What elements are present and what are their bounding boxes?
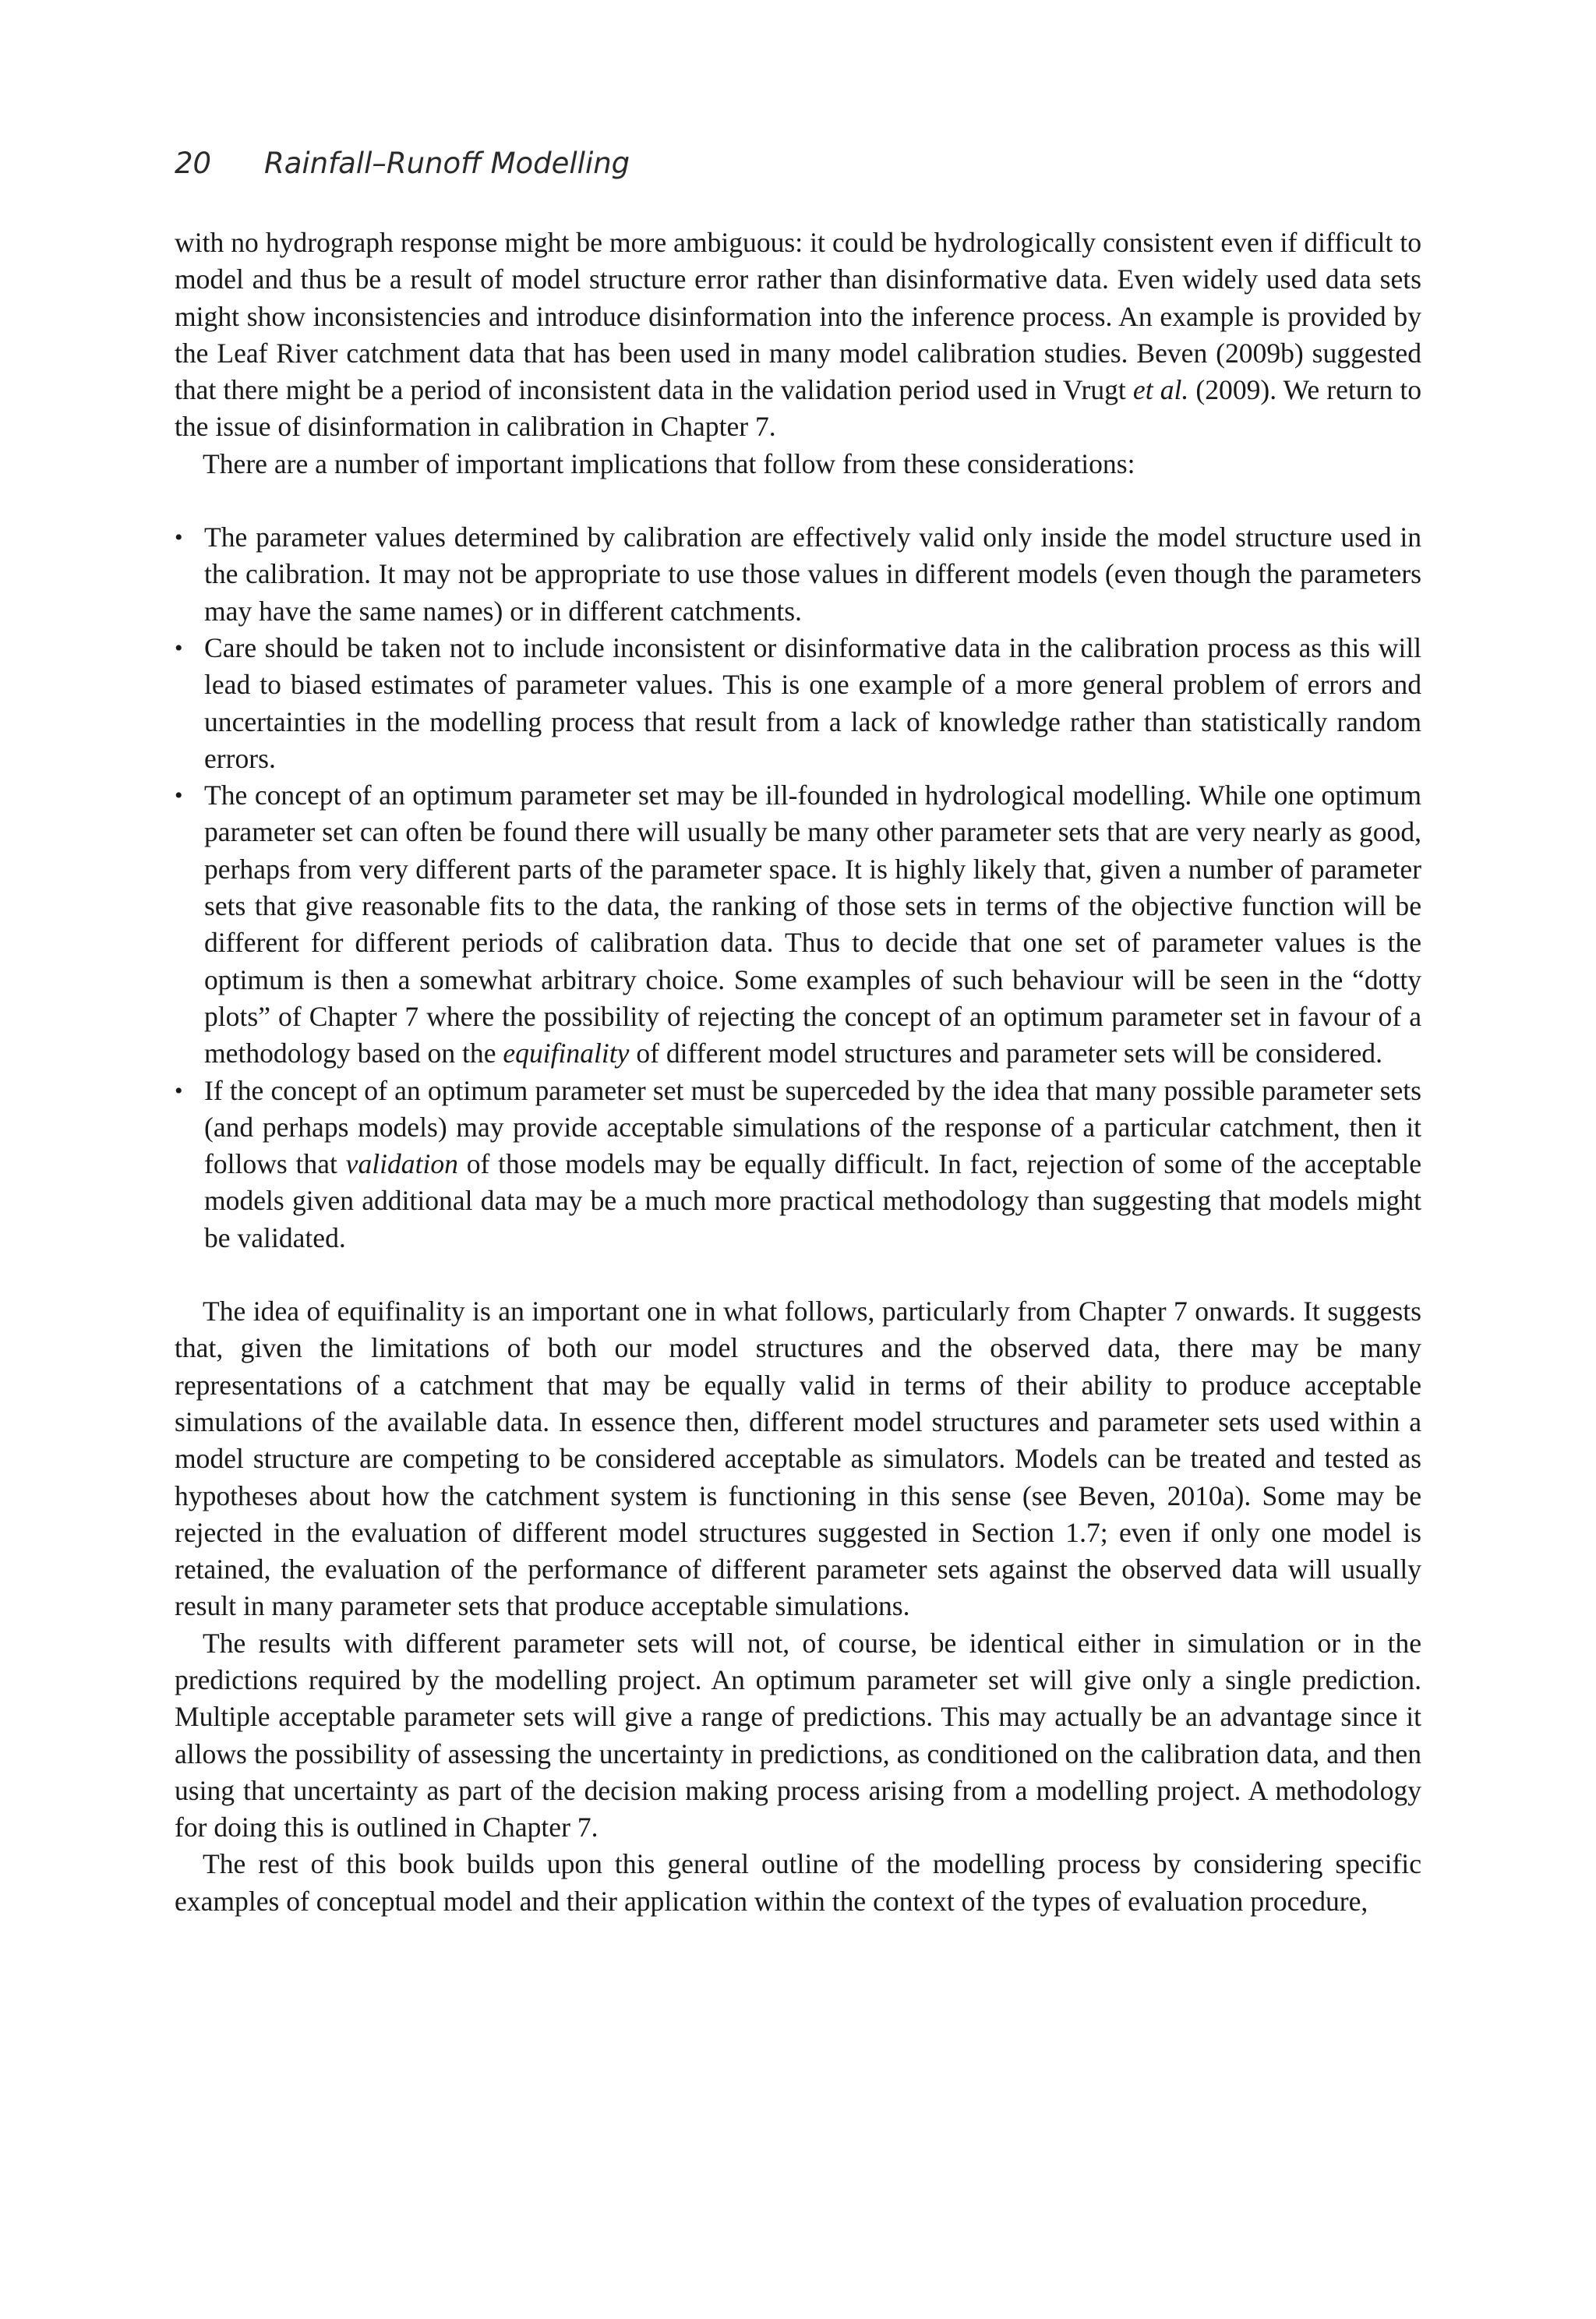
- bullet-icon: •: [175, 525, 183, 551]
- bullet-icon: •: [175, 783, 183, 809]
- para1-text-end: (2009). We return to the issue of disinformation in calibration in Chapter 7.: [175, 374, 1422, 443]
- running-title: Rainfall–Runoff Modelling: [264, 147, 630, 180]
- para1-text: with no hydrograph response might be more ambiguous: it could be hydrologically consistent even if difficult to model and thus be a result of model structure error rather than disinformative data. Even widely used data sets might show inconsistencies and introduce disinformation into the inference process. An example is provided by the Leaf River catchment data that has been used in many model calibration studies. Beven (2009b) suggested that there might be a period of inconsistent data in the validation period used in Vrugt: [175, 227, 1421, 406]
- list-item-text: The parameter values determined by calibration are effectively valid only inside the model structure used in the calibration. It may not be appropriate to use those values in different models (even though the parameters may have the same names) or in different catchments.: [204, 521, 1421, 627]
- paragraph-results: The results with different parameter sets will not, of course, be identical either in simulation or in the predictions required by the modelling project. An optimum parameter set will give only a single prediction. Multiple acceptable parameter sets will give a range of predictions. This may actually be an advantage since it allows the possibility of assessing the uncertainty in predictions, as conditioned on the calibration data, and then using that uncertainty as part of the decision making process arising from a modelling project. A methodology for doing this is outlined in Chapter 7.: [175, 1627, 1421, 1844]
- spacer: [175, 1257, 1421, 1293]
- list-item: [175, 777, 1421, 1072]
- para1-italic: et al.: [1132, 374, 1189, 406]
- running-header: [175, 147, 630, 180]
- list-item-text: If the concept of an optimum parameter set must be superceded by the idea that many possible parameter sets (and perhaps models) may provide acceptable simulations of the response of a particular catchment, then it follows that: [204, 1074, 1421, 1180]
- list-item-text-end: of different model structures and parameter sets will be considered.: [629, 1038, 1382, 1069]
- list-item-italic: equifinality: [503, 1038, 630, 1069]
- list-item-text: Care should be taken not to include inconsistent or disinformative data in the calibration process as this will lead to biased estimates of parameter values. This is one example of a more general problem of errors and uncertainties in the modelling process that result from a lack of knowledge rather than statistically random errors.: [204, 631, 1421, 774]
- list-item-text-end: of those models may be equally difficult. In fact, rejection of some of the acceptable models given additional data may be a much more practical methodology than suggesting that models might be validated.: [204, 1148, 1421, 1253]
- paragraph-rest-of-book: The rest of this book builds upon this general outline of the modelling process by considering specific examples of conceptual model and their application within the context of the types of evaluation procedure,: [175, 1848, 1421, 1917]
- body-text: [175, 224, 1421, 1920]
- list-item: [175, 1073, 1421, 1257]
- bullet-icon: •: [175, 1077, 183, 1104]
- spacer: [175, 483, 1421, 519]
- implications-list: [175, 519, 1421, 1257]
- page-number: 20: [175, 147, 212, 180]
- list-item-text: The concept of an optimum parameter set may be ill-founded in hydrological modelling. While one optimum parameter set can often be found there will usually be many other parameter sets that are very nearly as good, perhaps from very different parts of the parameter space. It is highly likely that, given a number of parameter sets that give reasonable fits to the data, the ranking of those sets in terms of the objective function will be different for different periods of calibration data. Thus to decide that one set of parameter values is the optimum is then a somewhat arbitrary choice. Some examples of such behaviour will be seen in the “dotty plots” of Chapter 7 where the possibility of rejecting the concept of an optimum parameter set in favour of a methodology based on the: [204, 779, 1421, 1069]
- list-item: [175, 630, 1421, 777]
- bullet-icon: •: [175, 635, 183, 661]
- paragraph-implications-intro: There are a number of important implications that follow from these considerations:: [203, 447, 1135, 479]
- list-item-italic: validation: [345, 1148, 458, 1180]
- list-item: [175, 519, 1421, 630]
- paragraph-continued: [175, 224, 1421, 446]
- paragraph-equifinality: The idea of equifinality is an important one in what follows, particularly from Chapter 7 onwards. It suggests that, given the limitations of both our model structures and the observed data, there may be many representations of a catchment that may be equally valid in terms of their ability to produce acceptable simulations of the available data. In essence then, different model structures and parameter sets used within a model structure are competing to be considered acceptable as simulators. Models can be treated and tested as hypotheses about how the catchment system is functioning in this sense (see Beven, 2010a). Some may be rejected in the evaluation of different model structures suggested in Section 1.7; even if only one model is retained, the evaluation of the performance of different parameter sets against the observed data will usually result in many parameter sets that produce acceptable simulations.: [175, 1296, 1421, 1622]
